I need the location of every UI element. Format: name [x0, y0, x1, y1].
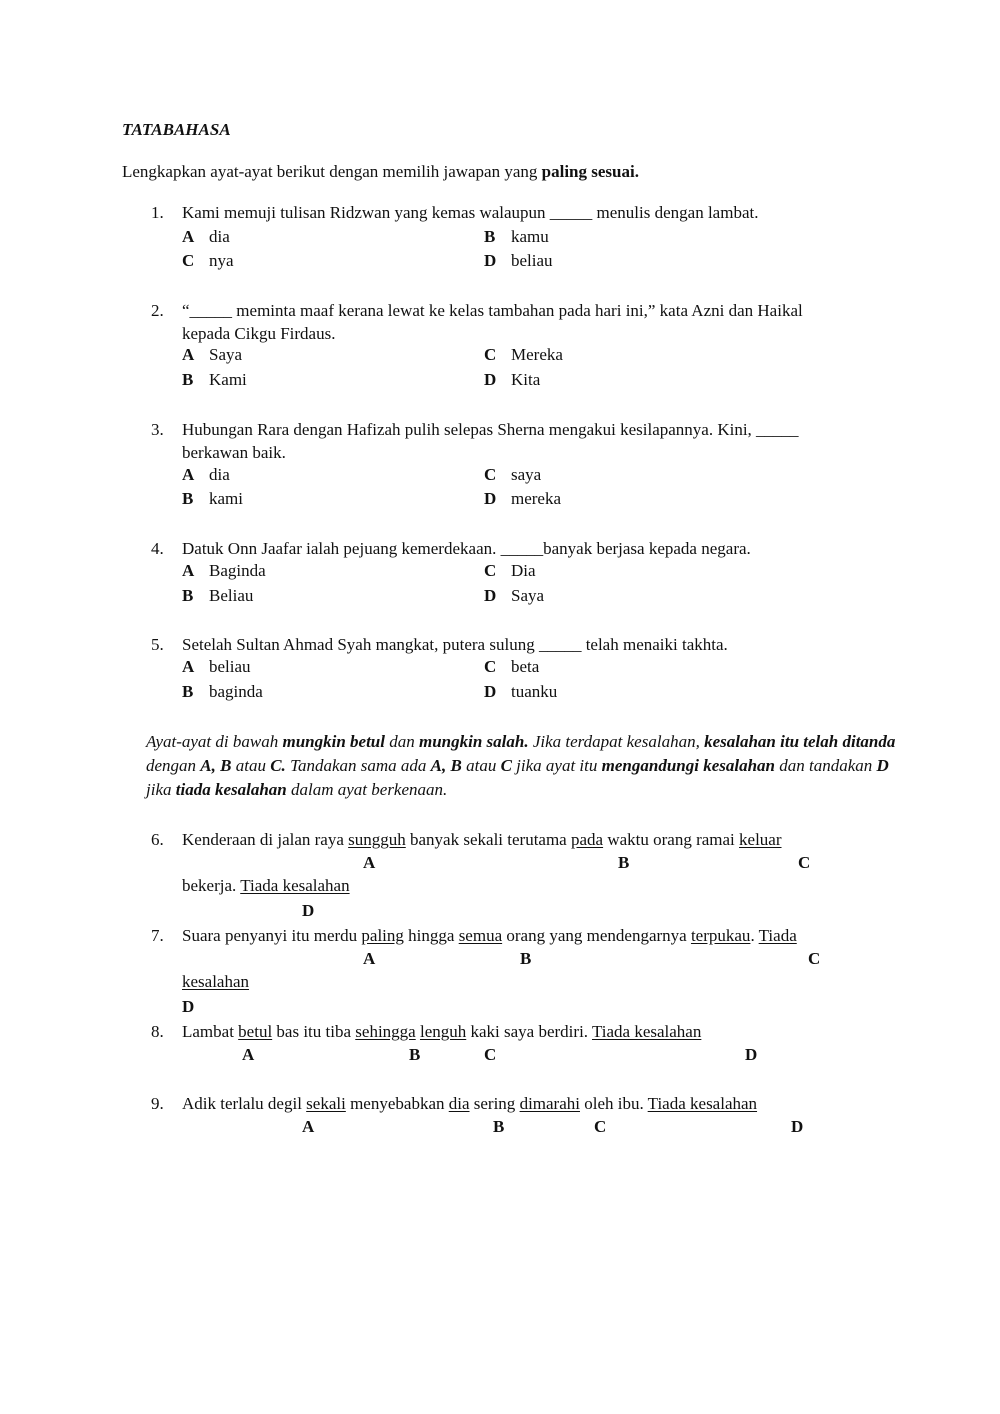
label-b: B — [493, 1117, 505, 1136]
segment-d[interactable]: Tiada kesalahan — [591, 1022, 702, 1041]
label-a: A — [363, 949, 376, 968]
option-a[interactable]: A beliau — [182, 657, 251, 676]
question-text: Setelah Sultan Ahmad Syah mangkat, putera sulung _____ telah menaiki takhta. — [182, 635, 728, 654]
question-text: Hubungan Rara dengan Hafizah pulih selepas Sherna mengakui kesilapannya. Kini, _____ — [182, 420, 799, 439]
question-number: 4. — [151, 539, 164, 558]
segment-d[interactable]: Tiada — [758, 926, 797, 945]
question-text: Adik terlalu degil sekali menyebabkan dia sering dimarahi oleh ibu. Tiada kesalahan — [182, 1094, 758, 1113]
question-text-line2 — [182, 973, 249, 990]
label-a: A — [363, 853, 376, 872]
option-b[interactable]: B Kami — [182, 370, 247, 389]
label-c: C — [808, 949, 821, 968]
segment-c[interactable]: lenguh — [419, 1022, 467, 1041]
question-number: 2. — [151, 301, 164, 320]
option-d[interactable]: D Kita — [484, 370, 541, 389]
segment-d-cont[interactable]: kesalahan — [182, 972, 250, 991]
question-text: Suara penyanyi itu merdu paling hingga semua orang yang mendengarnya terpukau. Tiada — [182, 926, 797, 945]
question-text-line2: bekerja. Tiada kesalahan — [182, 876, 350, 895]
instruction-2: Ayat-ayat di bawah mungkin betul dan mungkin salah. Jika terdapat kesalahan, kesalahan itu telah ditanda dengan A, B atau C. Tandakan sama ada A, B atau C jika ayat itu mengandungi kesalahan dan tandakan D jika tiada kesalahan dalam ayat berkenaan. — [146, 732, 896, 799]
label-d: D — [302, 901, 315, 920]
question-text: Kenderaan di jalan raya sungguh banyak sekali terutama pada waktu orang ramai keluar — [182, 830, 782, 849]
question-number: 9. — [151, 1094, 164, 1113]
label-c: C — [484, 1045, 497, 1064]
label-a: A — [302, 1117, 315, 1136]
label-c: C — [594, 1117, 607, 1136]
question-text: Lambat betul bas itu tiba sehingga lenguh kaki saya berdiri. Tiada kesalahan — [182, 1022, 702, 1041]
segment-a[interactable]: paling — [361, 926, 404, 945]
page-title: TATABAHASA — [122, 120, 231, 139]
option-c[interactable]: C nya — [182, 251, 234, 270]
option-b[interactable]: B baginda — [182, 682, 263, 701]
option-d[interactable]: D tuanku — [484, 682, 558, 701]
segment-a[interactable]: betul — [238, 1022, 273, 1041]
label-b: B — [409, 1045, 421, 1064]
label-d: D — [791, 1117, 804, 1136]
question-number: 8. — [151, 1022, 164, 1041]
question-number: 5. — [151, 635, 164, 654]
option-d[interactable]: D Saya — [484, 586, 545, 605]
question-number: 3. — [151, 420, 164, 439]
label-d: D — [745, 1045, 758, 1064]
segment-b[interactable]: dia — [448, 1094, 470, 1113]
segment-d[interactable]: Tiada kesalahan — [647, 1094, 758, 1113]
segment-b[interactable]: pada — [570, 830, 604, 849]
option-c[interactable]: C beta — [484, 657, 540, 676]
question-number: 7. — [151, 926, 164, 945]
option-c[interactable]: C saya — [484, 465, 542, 484]
segment-c[interactable]: keluar — [739, 830, 782, 849]
segment-c[interactable]: dimarahi — [519, 1094, 580, 1113]
option-d[interactable]: D mereka — [484, 489, 562, 508]
label-b: B — [520, 949, 532, 968]
segment-b[interactable]: semua — [458, 926, 503, 945]
question-number: 6. — [151, 830, 164, 849]
question-text-line2: berkawan baik. — [182, 443, 286, 462]
question-text: Datuk Onn Jaafar ialah pejuang kemerdekaan. _____banyak berjasa kepada negara. — [182, 539, 751, 558]
option-b[interactable]: B kamu — [484, 227, 549, 246]
option-d[interactable]: D beliau — [484, 251, 553, 270]
question-text-line2: kepada Cikgu Firdaus. — [182, 324, 336, 343]
option-b[interactable]: B kami — [182, 489, 243, 508]
segment-a[interactable]: sungguh — [348, 830, 406, 849]
label-a: A — [242, 1045, 255, 1064]
option-a[interactable]: A Baginda — [182, 561, 266, 580]
option-b[interactable]: B Beliau — [182, 586, 254, 605]
label-b: B — [618, 853, 630, 872]
option-a[interactable]: A Saya — [182, 345, 243, 364]
label-c: C — [798, 853, 811, 872]
instruction-1: Lengkapkan ayat-ayat berikut dengan memilih jawapan yang paling sesuai. — [122, 162, 639, 181]
segment-b[interactable]: sehingga — [355, 1022, 416, 1041]
question-text: Kami memuji tulisan Ridzwan yang kemas walaupun _____ menulis dengan lambat. — [182, 203, 759, 222]
segment-c[interactable]: terpukau — [690, 926, 751, 945]
option-c[interactable]: C Mereka — [484, 345, 563, 364]
question-number: 1. — [151, 203, 164, 222]
segment-a[interactable]: sekali — [306, 1094, 346, 1113]
label-d: D — [182, 997, 195, 1016]
segment-d[interactable]: Tiada kesalahan — [240, 876, 350, 895]
option-c[interactable]: C Dia — [484, 561, 536, 580]
question-text: “_____ meminta maaf kerana lewat ke kelas tambahan pada hari ini,” kata Azni dan Haikal — [182, 301, 803, 320]
option-a[interactable]: A dia — [182, 465, 230, 484]
option-a[interactable]: A dia — [182, 227, 230, 246]
